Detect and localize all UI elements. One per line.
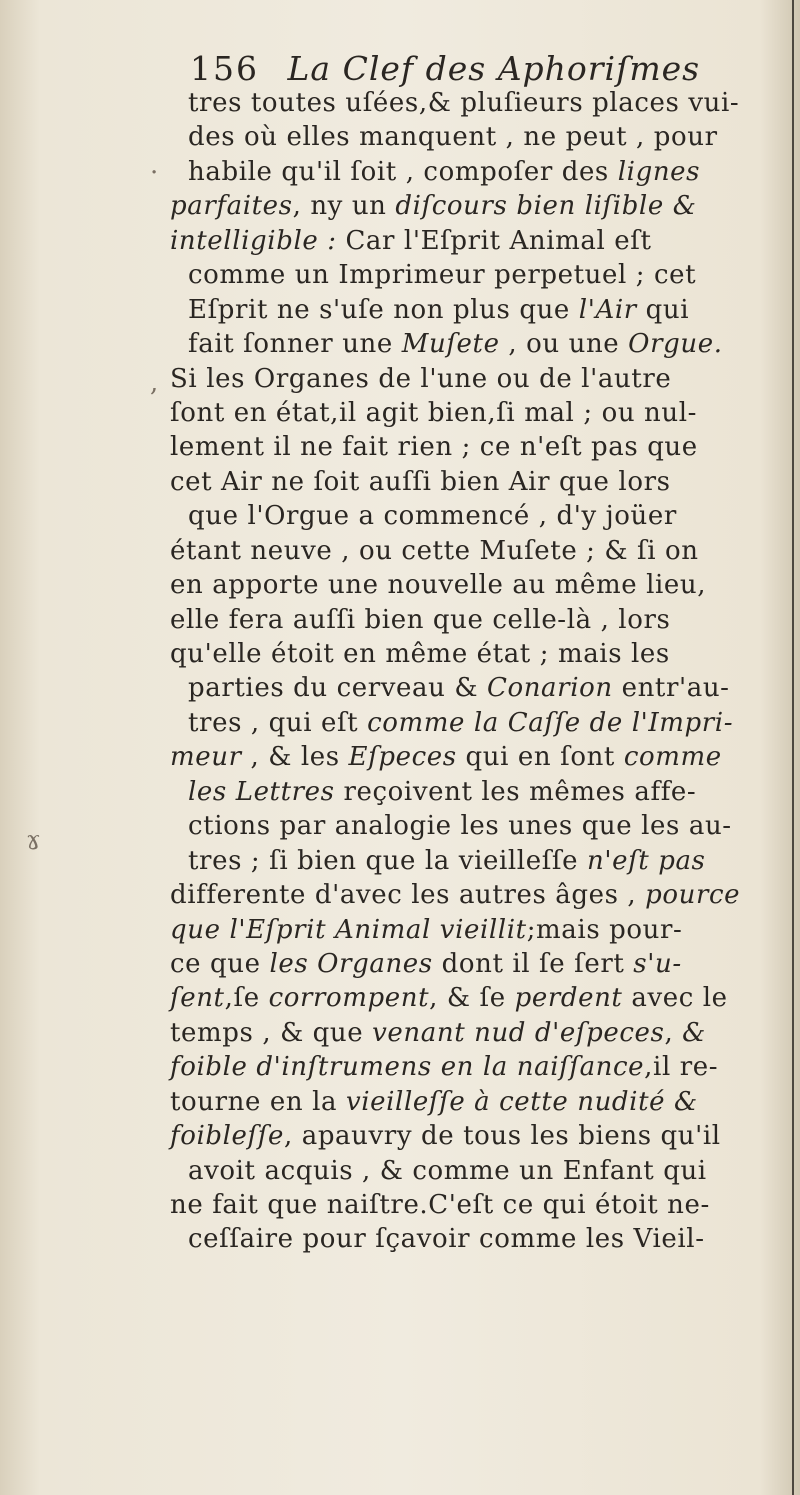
roman-text: , [664,1017,683,1048]
text-line [170,844,760,878]
italic-text: comme la Caſſe de l'Impri- [367,707,734,738]
italic-text: foibleſſe [170,1121,284,1152]
roman-text: lement il ne fait rien ; ce n'eſt pas que [170,432,698,463]
roman-text: reçoivent les mêmes affe- [334,776,697,807]
roman-text: parties du cerveau & [188,673,487,704]
margin-mark: · [150,158,159,188]
roman-text: tres ; ſi bien que la vieilleſſe [188,845,587,876]
roman-text: ce que [170,948,270,979]
text-line [170,224,760,258]
body-text [170,86,760,1257]
text-line [170,603,760,637]
text-line [170,1154,760,1188]
roman-text: ceſſaire pour ſçavoir comme les Vieil- [188,1224,705,1255]
text-line [170,465,760,499]
text-line [170,878,760,912]
roman-text: , ny un [292,191,396,222]
italic-text: corrompent [268,983,430,1014]
text-line [170,120,760,154]
roman-text: comme un Imprimeur perpetuel ; cet [188,260,697,291]
italic-text: ſent [170,983,225,1014]
text-line [170,913,760,947]
text-line [170,1016,760,1050]
margin-mark: , [150,368,159,398]
text-line [170,1050,760,1084]
roman-text: ,il re- [644,1052,719,1083]
italic-text: que l'Eſprit Animal vieillit [170,914,527,945]
roman-text: avec le [622,983,728,1014]
italic-text: s'u- [633,948,682,979]
italic-text: Orgue. [628,329,723,360]
roman-text: , & ſe [429,983,515,1014]
roman-text: ;mais pour- [526,914,683,945]
text-line [170,1222,760,1256]
text-line [170,155,760,189]
margin-mark: ɤ [26,826,41,856]
italic-text: lignes [617,156,701,187]
italic-text: les Organes [269,948,433,979]
roman-text: en apporte une nouvelle au même lieu, [170,570,707,601]
roman-text: des où elles manquent , ne peut , pour [188,122,718,153]
text-line [170,809,760,843]
text-line [170,775,760,809]
text-line [170,534,760,568]
roman-text: dont il ſe ſert [432,948,634,979]
text-line [170,1085,760,1119]
text-line [170,637,760,671]
italic-text: l'Air [578,294,637,325]
italic-text: Muſete [401,329,500,360]
text-line [170,499,760,533]
roman-text: cet Air ne ſoit auſſi bien Air que lors [170,466,671,497]
roman-text: entr'au- [612,673,730,704]
text-line [170,1188,760,1222]
text-line [170,293,760,327]
text-line [170,568,760,602]
italic-text: diſcours bien liſible & [395,191,697,222]
roman-text: , apauvry de tous les biens qu'il [283,1121,721,1152]
italic-text: meur [170,742,242,773]
italic-text: n'eſt pas [587,845,706,876]
roman-text: temps , & que [170,1017,373,1048]
roman-text: qui [636,294,690,325]
italic-text: & [682,1017,706,1048]
italic-text: comme [623,742,722,773]
text-line [170,1119,760,1153]
roman-text: tourne en la [170,1086,346,1117]
italic-text: foible d'inſtrumens en la naiſſance [170,1052,645,1083]
roman-text: que l'Orgue a commencé , d'y joüer [188,501,677,532]
text-line [170,740,760,774]
roman-text: ſont en état,il agit bien,ſi mal ; ou nul- [170,397,698,428]
running-title: La Clef des Aphoriſmes [287,49,701,88]
text-line [170,396,760,430]
italic-text: Eſpeces [348,742,457,773]
text-line [170,258,760,292]
text-line [170,189,760,223]
roman-text: Car l'Eſprit Animal eſt [336,225,652,256]
italic-text: les Lettres [188,776,335,807]
roman-text: Si les Organes de l'une ou de l'autre [170,363,672,394]
roman-text: qui en ſont [456,742,624,773]
roman-text: differente d'avec les autres âges , [170,880,646,911]
roman-text: ,ſe [224,983,269,1014]
roman-text: étant neuve , ou cette Muſete ; & ſi on [170,535,699,566]
text-line [170,981,760,1015]
roman-text: tres toutes uſées,& pluſieurs places vui- [188,88,740,118]
text-line [170,947,760,981]
text-line [170,362,760,396]
italic-text: Conarion [486,673,613,704]
roman-text: , & les [241,742,349,773]
roman-text: ctions par analogie les unes que les au- [188,811,732,842]
text-line [170,706,760,740]
italic-text: pource [645,880,741,911]
roman-text: Eſprit ne s'uſe non plus que [188,294,579,325]
roman-text: qu'elle étoit en même état ; mais les [170,639,670,669]
roman-text: tres , qui eſt [188,707,368,738]
text-line [170,327,760,361]
page-number: 156 [190,49,259,88]
text-line [170,430,760,464]
text-line [170,671,760,705]
italic-text: intelligible : [170,225,337,256]
text-line [170,86,760,120]
roman-text: fait ſonner une [188,329,402,360]
italic-text: venant nud d'eſpeces [372,1017,665,1048]
roman-text: , ou une [499,329,629,360]
italic-text: parfaites [170,191,293,222]
roman-text: habile qu'il ſoit , compoſer des [188,156,618,187]
roman-text: ne fait que naiſtre.C'eſt ce qui étoit ne- [170,1190,710,1220]
roman-text: avoit acquis , & comme un Enfant qui [188,1155,707,1186]
roman-text: elle fera auſſi bien que celle-là , lors [170,604,671,635]
italic-text: vieilleſſe à cette nudité & [345,1086,698,1117]
italic-text: perdent [514,983,623,1014]
